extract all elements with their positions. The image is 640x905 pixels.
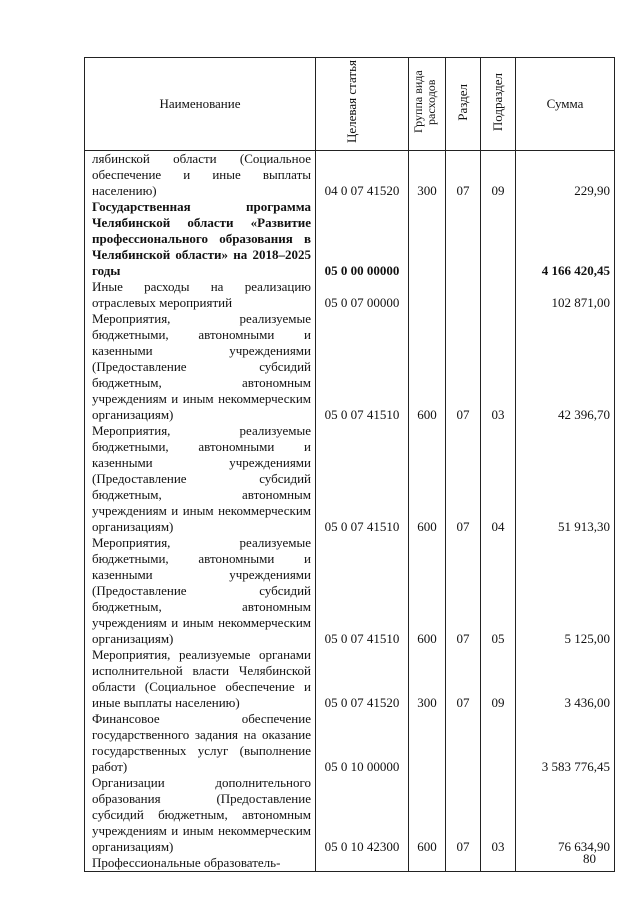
row-code: 05 0 07 41510	[316, 423, 409, 535]
header-row	[85, 58, 615, 151]
row-sum: 42 396,70	[516, 311, 615, 423]
row-section: 07	[446, 775, 481, 855]
table-row	[85, 151, 615, 200]
table-row	[85, 535, 615, 647]
row-section	[446, 711, 481, 775]
row-group: 600	[409, 775, 446, 855]
row-section	[446, 855, 481, 872]
row-code: 05 0 10 42300	[316, 775, 409, 855]
table-row	[85, 311, 615, 423]
row-name: лябинской области (Социальное обеспечение и иные выплаты населению)	[85, 151, 316, 200]
row-subsection: 09	[481, 151, 516, 200]
row-code: 05 0 07 00000	[316, 279, 409, 311]
header-group: Группа вида расходов	[411, 70, 438, 134]
row-code: 05 0 00 00000	[316, 199, 409, 279]
table-row	[85, 775, 615, 855]
row-subsection	[481, 199, 516, 279]
row-code: 04 0 07 41520	[316, 151, 409, 200]
row-sum: 76 634,90	[516, 775, 615, 855]
row-section: 07	[446, 151, 481, 200]
row-name: Мероприятия, реализуемые бюджетными, автономными и казенными учреждениями (Предоставление субсидий бюджетным, автономным учреждениям и иным некоммерческим организациям)	[85, 535, 316, 647]
row-name: Государственная программа Челябинской области «Развитие профессионального образования в Челябинской области» на 2018–2025 годы	[85, 199, 316, 279]
row-code: 05 0 07 41510	[316, 535, 409, 647]
header-subsection: Подраздел	[490, 72, 505, 132]
table-row	[85, 711, 615, 775]
row-section: 07	[446, 311, 481, 423]
row-group	[409, 711, 446, 775]
header-sum: Сумма	[516, 58, 615, 151]
table-row	[85, 423, 615, 535]
row-group: 600	[409, 423, 446, 535]
row-sum: 51 913,30	[516, 423, 615, 535]
table-row	[85, 279, 615, 311]
row-subsection	[481, 711, 516, 775]
table-row	[85, 855, 615, 872]
row-section: 07	[446, 423, 481, 535]
row-subsection: 03	[481, 311, 516, 423]
row-name: Профессиональные образователь-	[85, 855, 316, 872]
row-group: 600	[409, 535, 446, 647]
row-section: 07	[446, 535, 481, 647]
row-section	[446, 279, 481, 311]
row-sum: 229,90	[516, 151, 615, 200]
row-group	[409, 855, 446, 872]
row-name: Мероприятия, реализуемые органами исполнительной власти Челябинской области (Социальное обеспечение и иные выплаты населению)	[85, 647, 316, 711]
row-code: 05 0 07 41520	[316, 647, 409, 711]
header-name: Наименование	[85, 58, 316, 151]
header-section: Раздел	[455, 83, 470, 121]
row-code: 05 0 07 41510	[316, 311, 409, 423]
row-subsection	[481, 855, 516, 872]
row-group	[409, 279, 446, 311]
row-name: Иные расходы на реализацию отраслевых мероприятий	[85, 279, 316, 311]
row-sum: 4 166 420,45	[516, 199, 615, 279]
row-subsection: 04	[481, 423, 516, 535]
row-subsection: 05	[481, 535, 516, 647]
row-sum: 102 871,00	[516, 279, 615, 311]
row-sum: 3 583 776,45	[516, 711, 615, 775]
budget-table	[84, 57, 615, 872]
row-sum: 5 125,00	[516, 535, 615, 647]
row-name: Мероприятия, реализуемые бюджетными, автономными и казенными учреждениями (Предоставление субсидий бюджетным, автономным учреждениям и иным некоммерческим организациям)	[85, 311, 316, 423]
row-group	[409, 199, 446, 279]
row-subsection: 03	[481, 775, 516, 855]
page-number: 80	[583, 851, 596, 866]
row-subsection: 09	[481, 647, 516, 711]
row-subsection	[481, 279, 516, 311]
row-section: 07	[446, 647, 481, 711]
row-code: 05 0 10 00000	[316, 711, 409, 775]
row-name: Финансовое обеспечение государственного задания на оказание государственных услуг (выполнение работ)	[85, 711, 316, 775]
row-sum	[516, 855, 615, 872]
row-group: 300	[409, 151, 446, 200]
row-name: Организации дополнительного образования (Предоставление субсидий бюджетным, автономным учреждениям и иным некоммерческим организациям)	[85, 775, 316, 855]
row-name: Мероприятия, реализуемые бюджетными, автономными и казенными учреждениями (Предоставление субсидий бюджетным, автономным учреждениям и иным некоммерческим организациям)	[85, 423, 316, 535]
row-sum: 3 436,00	[516, 647, 615, 711]
header-target: Целевая статья	[344, 60, 359, 144]
row-group: 300	[409, 647, 446, 711]
table-row	[85, 647, 615, 711]
table-row	[85, 199, 615, 279]
row-section	[446, 199, 481, 279]
row-group: 600	[409, 311, 446, 423]
row-code	[316, 855, 409, 872]
